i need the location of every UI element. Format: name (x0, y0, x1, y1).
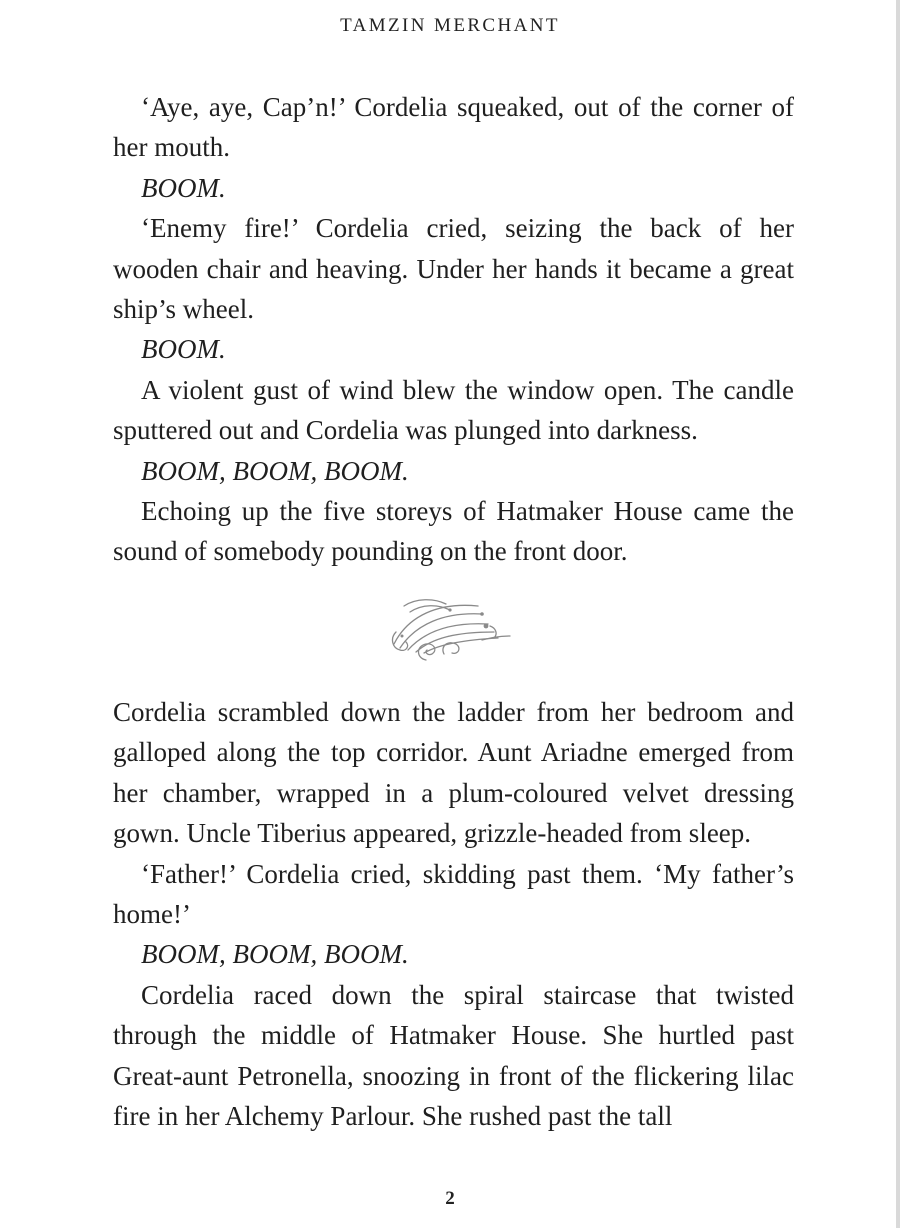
flourish-ornament-icon (386, 592, 516, 662)
sound-effect-line: BOOM. (141, 172, 226, 203)
sound-effect-line: BOOM, BOOM, BOOM. (141, 939, 409, 970)
section-opening-paragraph: Cordelia scrambled down the ladder from her bedroom and galloped along the top corridor. Aunt Ariadne emerged from her chamber, wrapped in a plum-coloured velvet dressing gown. Uncle Tiberius appeared, grizzle-headed from sleep. (113, 697, 794, 849)
paragraph: ‘Father!’ Cordelia cried, skidding past them. ‘My father’s home!’ (113, 858, 794, 930)
sound-effect-line: BOOM. (141, 334, 226, 365)
section-one-text (113, 87, 794, 572)
page-edge-rule (896, 0, 900, 1228)
sound-effect-line: BOOM, BOOM, BOOM. (141, 455, 409, 486)
page-number: 2 (445, 1188, 455, 1209)
paragraph: ‘Aye, aye, Cap’n!’ Cordelia squeaked, out of the corner of her mouth. (113, 92, 794, 163)
section-two-text (113, 692, 794, 1136)
paragraph: Echoing up the five storeys of Hatmaker House came the sound of somebody pounding on the front door. (113, 496, 794, 567)
paragraph: Cordelia raced down the spiral staircase that twisted through the middle of Hatmaker House. She hurtled past Great-aunt Petronella, snoozing in front of the flickering lilac fire in her Alchemy Parlour. She rushed past the tall (113, 979, 794, 1132)
paragraph: A violent gust of wind blew the window open. The candle sputtered out and Cordelia was plunged into darkness. (113, 374, 794, 446)
paragraph: ‘Enemy fire!’ Cordelia cried, seizing the back of her wooden chair and heaving. Under her hands it became a great ship’s wheel. (113, 213, 794, 325)
running-head: TAMZIN MERCHANT (340, 15, 560, 36)
